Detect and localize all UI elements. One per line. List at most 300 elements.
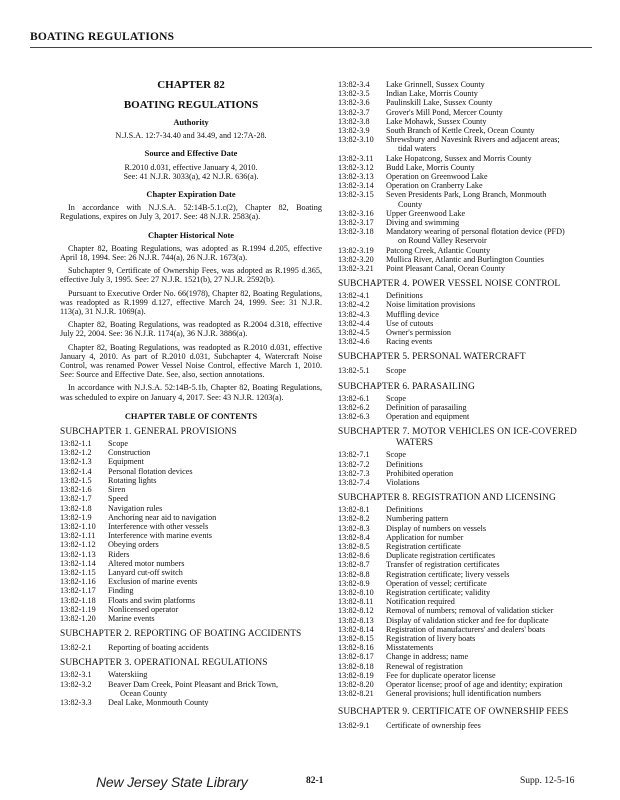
- toc-entry: [338, 246, 600, 255]
- toc-entry: [338, 643, 600, 652]
- section-number: 13:82-8.16: [338, 643, 374, 653]
- section-title: [108, 485, 322, 494]
- section-number: 13:82-4.5: [338, 328, 370, 338]
- section-title-text: Transfer of registration certificates: [386, 560, 500, 570]
- section-number: 13:82-3.10: [338, 135, 374, 145]
- section-title-text: Display of validation sticker and fee for duplicate: [386, 615, 549, 625]
- section-title-text: Prohibited operation: [386, 468, 454, 478]
- section-number: 13:82-8.4: [338, 532, 370, 542]
- section-title-text: Registration certificate: [386, 541, 461, 551]
- toc-entry: [338, 478, 600, 487]
- toc-list: [60, 439, 322, 623]
- section-number: 13:82-5.1: [338, 366, 370, 376]
- section-title-text: Operator license; proof of age and identity; expiration: [386, 679, 563, 689]
- section-title-text: Registration certificate; validity: [386, 587, 491, 597]
- section-title: [386, 117, 600, 126]
- section-title-text: Rotating lights: [108, 475, 157, 485]
- toc-entry: [60, 476, 322, 485]
- toc-entry: [338, 680, 600, 689]
- section-title: [386, 721, 600, 730]
- toc-entry: [338, 662, 600, 671]
- section-number: 13:82-3.12: [338, 162, 374, 172]
- library-logo: New Jersey State Library: [96, 774, 248, 790]
- toc-entry: [60, 439, 322, 448]
- section-title-text: Scope: [386, 393, 407, 403]
- section-title-continued: on Round Valley Reservoir: [398, 236, 487, 246]
- section-title-text: Speed: [108, 494, 129, 504]
- section-number: 13:82-3.5: [338, 89, 370, 99]
- section-number: 13:82-8.7: [338, 560, 370, 570]
- section-title-text: Lake Grinnell, Sussex County: [386, 80, 485, 89]
- section-title: [386, 126, 600, 135]
- section-number: 13:82-3.2: [60, 679, 92, 689]
- section-number: 13:82-3.7: [338, 107, 370, 117]
- section-title: [386, 505, 600, 514]
- section-title-text: Seven Presidents Park, Long Branch, Monmouth: [386, 190, 547, 200]
- toc-entry: [60, 643, 322, 652]
- section-number: 13:82-3.20: [338, 254, 374, 264]
- toc-entry: [338, 163, 600, 172]
- section-title-text: Muffling device: [386, 309, 439, 319]
- toc-entry: [338, 190, 600, 208]
- history-paragraph: In accordance with N.J.S.A. 52:14B-5.1b, Chapter 82, Boating Regulations, was scheduled to expire on January 4, 2017. See: 43 N.J.R. 1203(a).: [60, 383, 322, 402]
- section-title: [386, 163, 600, 172]
- section-title-text: Interference with other vessels: [108, 521, 209, 531]
- toc-entry: [338, 209, 600, 218]
- section-title-text: Operation of vessel; certificate: [386, 578, 487, 588]
- subchapter-title-line: SUBCHAPTER 7. MOTOR VEHICLES ON ICE-COVERED: [338, 427, 577, 438]
- toc-entry: [338, 255, 600, 264]
- section-title: [386, 460, 600, 469]
- section-title-text: Deal Lake, Monmouth County: [108, 697, 209, 707]
- section-title: [108, 605, 322, 614]
- subchapter-title: SUBCHAPTER 4. POWER VESSEL NOISE CONTROL: [338, 279, 561, 290]
- section-title: [108, 596, 322, 605]
- toc-entry: [338, 560, 600, 569]
- section-title: [386, 246, 600, 255]
- section-title: [108, 531, 322, 540]
- section-number: 13:82-1.14: [60, 558, 96, 568]
- toc-entry: [338, 671, 600, 680]
- section-title-text: Scope: [386, 450, 407, 460]
- toc-entry: [60, 577, 322, 586]
- section-title: [386, 135, 600, 153]
- section-title-text: Upper Greenwood Lake: [386, 208, 466, 218]
- section-title: [386, 255, 600, 264]
- section-number: 13:82-6.2: [338, 402, 370, 412]
- section-title-text: Lanyard cut-off switch: [108, 567, 183, 577]
- section-number: 13:82-3.6: [338, 98, 370, 108]
- section-number: 13:82-8.6: [338, 551, 370, 561]
- section-title: [108, 614, 322, 623]
- section-number: 13:82-9.1: [338, 721, 370, 731]
- subchapter-title: SUBCHAPTER 8. REGISTRATION AND LICENSING: [338, 493, 556, 504]
- section-number: 13:82-8.20: [338, 679, 374, 689]
- subchapter-title: SUBCHAPTER 2. REPORTING OF BOATING ACCIDENTS: [60, 629, 302, 640]
- toc-list: [338, 394, 600, 422]
- section-number: 13:82-3.1: [60, 670, 92, 680]
- section-number: 13:82-1.17: [60, 586, 96, 596]
- toc-entry: [338, 634, 600, 643]
- toc-entry: [338, 394, 600, 403]
- section-title: [386, 154, 600, 163]
- section-title-text: Definitions: [386, 291, 423, 301]
- toc-entry: [338, 524, 600, 533]
- section-title: [386, 514, 600, 523]
- section-title: [108, 439, 322, 448]
- section-title: [108, 476, 322, 485]
- section-number: 13:82-7.4: [338, 477, 370, 487]
- section-title-text: Mandatory wearing of personal flotation device (PFD): [386, 227, 565, 237]
- section-title-text: Mullica River, Atlantic and Burlington Counties: [386, 254, 544, 264]
- toc-entry: [338, 319, 600, 328]
- toc-entry: [338, 689, 600, 698]
- toc-entry: [338, 450, 600, 459]
- section-number: 13:82-4.2: [338, 300, 370, 310]
- toc-entry: [60, 698, 322, 707]
- toc-entry: [338, 117, 600, 126]
- toc-list: [60, 670, 322, 707]
- toc-entry: [338, 570, 600, 579]
- toc-entry: [60, 596, 322, 605]
- toc-entry: [60, 605, 322, 614]
- toc-entry: [338, 514, 600, 523]
- section-title-text: Scope: [108, 439, 129, 449]
- section-title: [108, 586, 322, 595]
- section-title-text: Definitions: [386, 459, 423, 469]
- section-title: [108, 467, 322, 476]
- section-title: [386, 172, 600, 181]
- toc-entry: [338, 218, 600, 227]
- section-title: [386, 366, 600, 375]
- section-title: [386, 98, 600, 107]
- authority-heading: Authority: [173, 118, 209, 127]
- section-number: 13:82-3.21: [338, 264, 374, 274]
- section-title: [386, 190, 600, 208]
- section-title-text: Misstatements: [386, 643, 434, 653]
- section-number: 13:82-8.8: [338, 569, 370, 579]
- history-paragraph: Chapter 82, Boating Regulations, was adopted as R.1994 d.205, effective April 18, 1994. See: 26 N.J.R. 744(a), 26 N.J.R. 1673(a).: [60, 243, 322, 263]
- section-title-text: Renewal of registration: [386, 661, 463, 671]
- section-title: [108, 643, 322, 652]
- section-title: [386, 337, 600, 346]
- section-title: [386, 625, 600, 634]
- subchapter-5: [338, 352, 600, 375]
- section-title-text: Numbering pattern: [386, 514, 449, 524]
- toc-entry: [60, 513, 322, 522]
- toc-entry: [338, 154, 600, 163]
- section-title: [386, 403, 600, 412]
- section-title: [108, 522, 322, 531]
- section-title-text: Grover's Mill Pond, Mercer County: [386, 107, 503, 117]
- section-title: [386, 689, 600, 698]
- section-number: 13:82-8.2: [338, 514, 370, 524]
- toc-list: [338, 291, 600, 346]
- toc-entry: [338, 328, 600, 337]
- section-number: 13:82-8.1: [338, 505, 370, 515]
- toc-entry: [60, 670, 322, 679]
- section-number: 13:82-4.4: [338, 318, 370, 328]
- section-number: 13:82-4.3: [338, 309, 370, 319]
- header-rule: [30, 47, 592, 48]
- section-title-text: Anchoring near aid to navigation: [108, 512, 217, 522]
- section-title-text: South Branch of Kettle Creek, Ocean County: [386, 126, 535, 136]
- toc-entry: [338, 181, 600, 190]
- section-title-text: Registration certificate; livery vessels: [386, 569, 510, 579]
- section-number: 13:82-1.11: [60, 531, 96, 541]
- section-title-text: Lake Hopatcong, Sussex and Morris County: [386, 153, 532, 163]
- section-title-text: Budd Lake, Morris County: [386, 162, 475, 172]
- toc-entry: [60, 614, 322, 623]
- section-title: [108, 559, 322, 568]
- section-title: [386, 450, 600, 459]
- section-number: 13:82-7.2: [338, 459, 370, 469]
- section-title: [386, 524, 600, 533]
- history-paragraph: Chapter 82, Boating Regulations, was readopted as R.2004 d.318, effective July 22, 2004. See: 36 N.J.R. 1174(a), 36 N.J.R. 3886(a).: [60, 320, 322, 339]
- toc-entry: [338, 108, 600, 117]
- section-title: [386, 89, 600, 98]
- section-number: 13:82-1.20: [60, 613, 96, 623]
- toc-entry: [338, 126, 600, 135]
- section-title: [108, 494, 322, 503]
- section-title: [386, 652, 600, 661]
- toc-entry: [60, 467, 322, 476]
- section-title-text: Personal flotation devices: [108, 466, 193, 476]
- section-title-text: Use of cutouts: [386, 318, 434, 328]
- section-title: [386, 606, 600, 615]
- section-number: 13:82-7.1: [338, 450, 370, 460]
- section-title: [108, 448, 322, 457]
- toc-entry: [338, 625, 600, 634]
- section-title-text: Marine events: [108, 613, 155, 623]
- section-title-text: Finding: [108, 586, 134, 596]
- toc-entry: [338, 291, 600, 300]
- source-line: R.2010 d.031, effective January 4, 2010.: [124, 162, 258, 172]
- section-number: 13:82-3.4: [338, 80, 370, 89]
- toc-entry: [338, 551, 600, 560]
- section-title: [386, 616, 600, 625]
- section-title-continued: tidal waters: [398, 144, 436, 154]
- toc-entry: [60, 559, 322, 568]
- history-paragraph: Subchapter 9, Certificate of Ownership Fees, was adopted as R.1995 d.365, effective July 3, 1995. See: 27 N.J.R. 1521(b), 27 N.J.R. 2592(b).: [60, 266, 322, 285]
- section-title-text: Scope: [386, 366, 407, 376]
- section-title-text: Owner's permission: [386, 328, 451, 338]
- toc-entry: [338, 264, 600, 273]
- section-number: 13:82-1.5: [60, 475, 92, 485]
- section-number: 13:82-8.5: [338, 541, 370, 551]
- section-number: 13:82-4.1: [338, 291, 370, 301]
- toc-entry: [338, 469, 600, 478]
- section-title-text: Registration of livery boats: [386, 633, 476, 643]
- section-title-text: Floats and swim platforms: [108, 595, 196, 605]
- section-title: [386, 310, 600, 319]
- toc-entry: [338, 533, 600, 542]
- section-title-text: Definitions: [386, 505, 423, 515]
- section-title-continued: County: [398, 199, 423, 209]
- toc-entry: [338, 652, 600, 661]
- section-title-text: Operation and equipment: [386, 412, 470, 422]
- section-number: 13:82-1.4: [60, 466, 92, 476]
- chapter-title: BOATING REGULATIONS: [123, 99, 259, 111]
- section-title-text: Obeying orders: [108, 540, 159, 550]
- section-number: 13:82-1.2: [60, 448, 92, 458]
- section-number: 13:82-3.13: [338, 172, 374, 182]
- subchapter-title: SUBCHAPTER 3. OPERATIONAL REGULATIONS: [60, 658, 268, 669]
- section-number: 13:82-8.15: [338, 633, 374, 643]
- section-title-text: Altered motor numbers: [108, 558, 185, 568]
- subchapter-8: [338, 493, 600, 698]
- toc-entry: [338, 505, 600, 514]
- section-title: [108, 670, 322, 679]
- section-number: 13:82-3.3: [60, 697, 92, 707]
- source-heading: Source and Effective Date: [144, 149, 238, 159]
- toc-entry: [338, 227, 600, 245]
- section-number: 13:82-3.17: [338, 218, 374, 228]
- section-number: 13:82-2.1: [60, 643, 92, 653]
- section-title: [386, 643, 600, 652]
- history-paragraph: Pursuant to Executive Order No. 66(1978), Chapter 82, Boating Regulations, was readopted as R.1999 d.127, effective March 24, 1999. See: 31 N.J.R. 113(a), 31 N.J.R. 1069(a).: [60, 288, 322, 317]
- right-column: [338, 80, 600, 731]
- section-title-text: Navigation rules: [108, 503, 163, 513]
- toc-entry: [60, 680, 322, 698]
- section-number: 13:82-1.18: [60, 595, 96, 605]
- subchapter-3-continued: [338, 80, 600, 273]
- section-title: [386, 394, 600, 403]
- subchapter-title: SUBCHAPTER 9. CERTIFICATE OF OWNERSHIP FEES: [338, 707, 569, 718]
- section-title-text: Construction: [108, 448, 151, 458]
- section-title-text: Removal of numbers; removal of validation sticker: [386, 606, 554, 616]
- section-title: [386, 264, 600, 273]
- section-number: 13:82-3.16: [338, 208, 374, 218]
- toc-entry: [338, 172, 600, 181]
- section-number: 13:82-8.11: [338, 597, 374, 607]
- section-title-text: Definition of parasailing: [386, 402, 467, 412]
- toc-entry: [60, 540, 322, 549]
- toc-entry: [338, 80, 600, 89]
- section-title-text: Diving and swimming: [386, 218, 460, 228]
- toc-entry: [338, 300, 600, 309]
- toc-entry: [60, 448, 322, 457]
- toc-entry: [338, 337, 600, 346]
- authority-text: N.J.S.A. 12:7-34.40 and 34.49, and 12:7A-28.: [115, 131, 267, 141]
- section-title-text: Fee for duplicate operator license: [386, 670, 496, 680]
- section-number: 13:82-1.1: [60, 439, 92, 449]
- left-column: [60, 78, 322, 707]
- section-number: 13:82-1.16: [60, 577, 96, 587]
- section-title: [108, 457, 322, 466]
- section-title-text: Interference with marine events: [108, 531, 212, 541]
- section-title-text: Change in address; name: [386, 652, 469, 662]
- toc-entry: [60, 550, 322, 559]
- toc-entry: [338, 542, 600, 551]
- toc-list: [60, 643, 322, 652]
- section-title-text: Beaver Dam Creek, Point Pleasant and Brick Town,: [108, 679, 279, 689]
- section-title: [108, 504, 322, 513]
- section-title: [386, 291, 600, 300]
- toc-entry: [60, 504, 322, 513]
- chapter-number: CHAPTER 82: [157, 79, 225, 91]
- section-title-text: Nonlicensed operator: [108, 604, 179, 614]
- section-title: [386, 469, 600, 478]
- section-title: [386, 671, 600, 680]
- section-number: 13:82-1.15: [60, 567, 96, 577]
- section-number: 13:82-3.8: [338, 116, 370, 126]
- section-title-text: Operation on Cranberry Lake: [386, 181, 483, 191]
- toc-list: [338, 450, 600, 487]
- section-number: 13:82-4.6: [338, 337, 370, 347]
- section-number: 13:82-1.13: [60, 549, 96, 559]
- section-title-text: Registration of manufacturers' and dealers' boats: [386, 624, 546, 634]
- section-number: 13:82-1.10: [60, 521, 96, 531]
- section-number: 13:82-7.3: [338, 468, 370, 478]
- toc-list: [338, 505, 600, 698]
- subchapter-title: SUBCHAPTER 6. PARASAILING: [338, 381, 475, 392]
- section-title: [386, 680, 600, 689]
- subchapter-7: [338, 427, 600, 487]
- section-title: [386, 328, 600, 337]
- toc-entry: [60, 485, 322, 494]
- section-title: [386, 218, 600, 227]
- section-number: 13:82-1.6: [60, 485, 92, 495]
- section-number: 13:82-3.14: [338, 181, 374, 191]
- running-head: BOATING REGULATIONS: [30, 31, 175, 43]
- section-title: [386, 209, 600, 218]
- section-number: 13:82-8.3: [338, 523, 370, 533]
- section-title: [386, 551, 600, 560]
- page-number: 82-1: [306, 776, 324, 786]
- section-title-text: Display of numbers on vessels: [386, 523, 487, 533]
- section-title-text: Paulinskill Lake, Sussex County: [386, 98, 493, 108]
- section-title: [386, 560, 600, 569]
- section-number: 13:82-8.10: [338, 587, 374, 597]
- toc-entry: [338, 412, 600, 421]
- toc-entry: [338, 579, 600, 588]
- subchapter-3: [60, 658, 322, 707]
- section-title-text: Riders: [108, 549, 130, 559]
- section-title-text: Point Pleasant Canal, Ocean County: [386, 264, 505, 274]
- toc-entry: [60, 457, 322, 466]
- section-title: [108, 513, 322, 522]
- toc-entry: [338, 606, 600, 615]
- section-title: [386, 570, 600, 579]
- toc-entry: [338, 721, 600, 730]
- toc-entry: [60, 494, 322, 503]
- toc-entry: [338, 89, 600, 98]
- section-number: 13:82-3.11: [338, 153, 374, 163]
- section-title-continued: Ocean County: [120, 688, 168, 698]
- subchapter-title: [338, 427, 600, 449]
- subchapter-title: SUBCHAPTER 1. GENERAL PROVISIONS: [60, 427, 237, 438]
- section-number: 13:82-8.19: [338, 670, 374, 680]
- section-number: 13:82-8.9: [338, 578, 370, 588]
- section-number: 13:82-3.9: [338, 126, 370, 136]
- section-number: 13:82-3.18: [338, 227, 374, 237]
- section-title: [386, 542, 600, 551]
- section-title: [386, 181, 600, 190]
- section-number: 13:82-1.19: [60, 604, 96, 614]
- section-title: [386, 662, 600, 671]
- section-title-text: Shrewsbury and Navesink Rivers and adjacent areas;: [386, 135, 560, 145]
- toc-entry: [338, 403, 600, 412]
- toc-list: [338, 721, 600, 730]
- section-number: 13:82-3.19: [338, 245, 374, 255]
- section-title-text: Patcong Creek, Atlantic County: [386, 245, 491, 255]
- section-number: 13:82-6.1: [338, 393, 370, 403]
- subchapter-2: [60, 629, 322, 652]
- supplement-date: Supp. 12-5-16: [520, 776, 575, 786]
- toc-entry: [338, 597, 600, 606]
- toc-entry: [338, 366, 600, 375]
